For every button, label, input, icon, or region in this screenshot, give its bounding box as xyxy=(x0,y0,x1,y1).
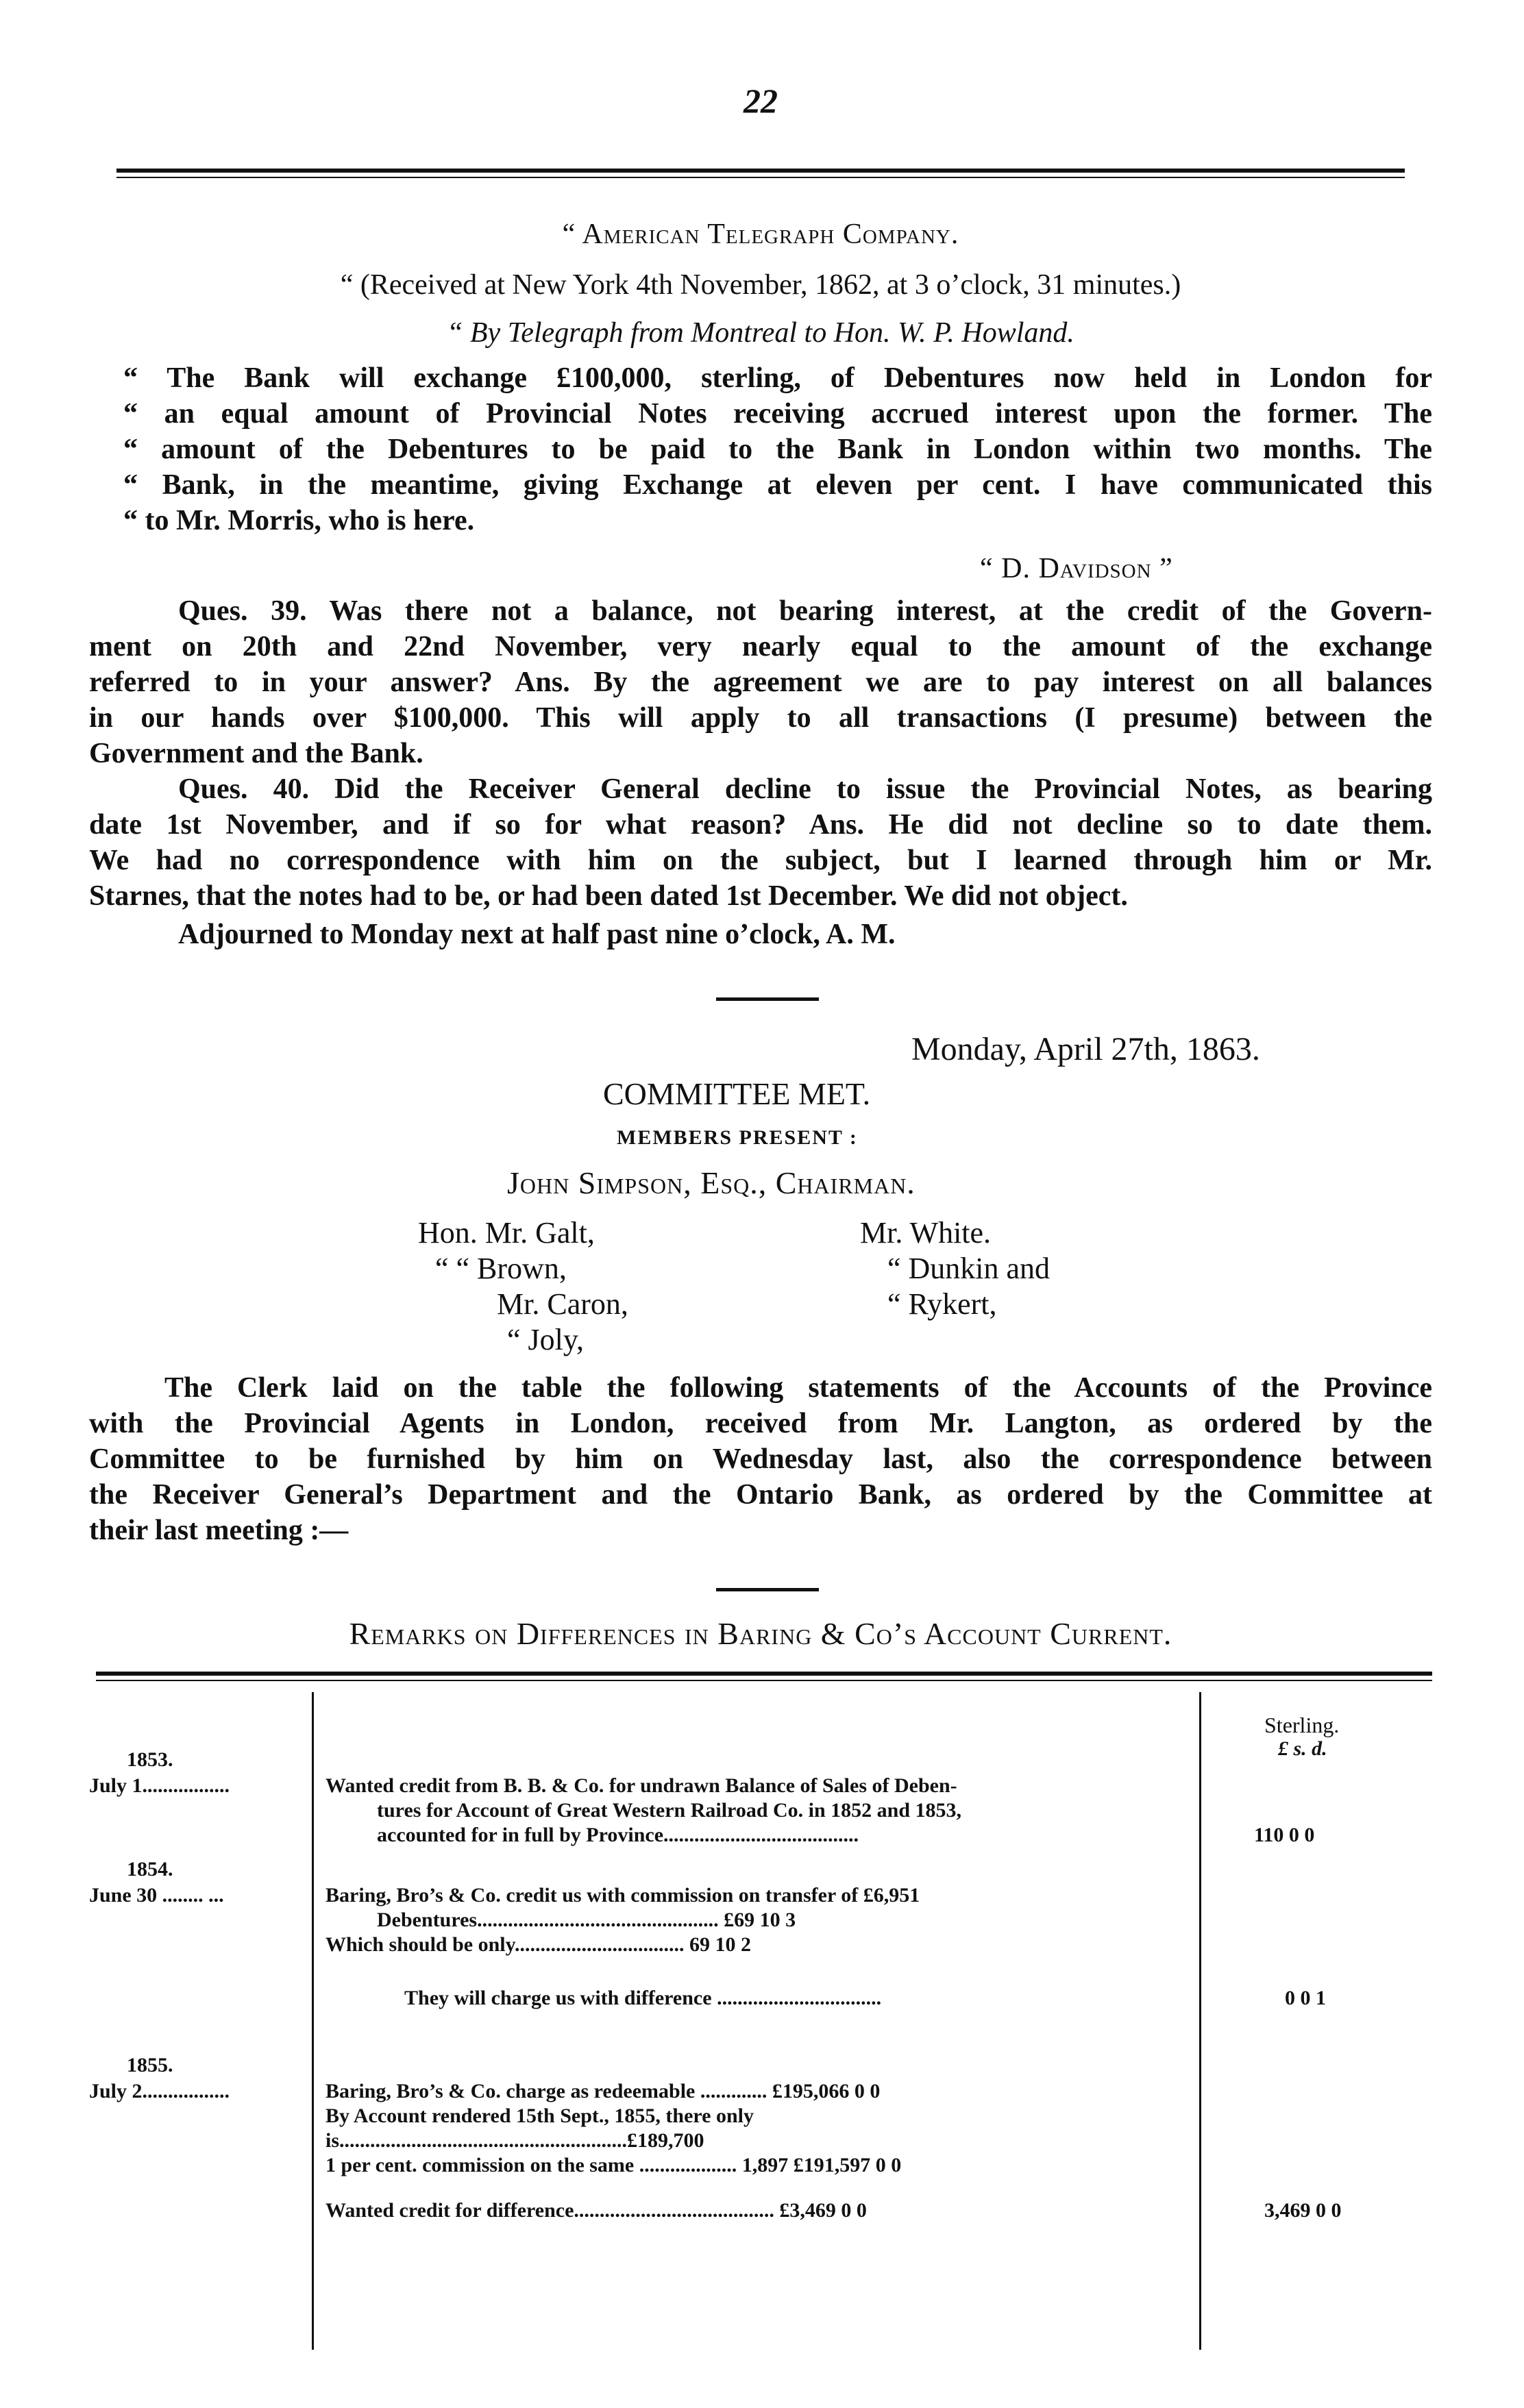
entry-amount: 110 0 0 xyxy=(1254,1824,1315,1846)
table-divider-left xyxy=(312,1692,314,2350)
telegram-line: “ to Mr. Morris, who is here. xyxy=(123,505,475,536)
lsd-header: £ s. d. xyxy=(1278,1737,1327,1760)
clerk-line: The Clerk laid on the table the following statements of the Accounts of the Province xyxy=(164,1372,1432,1404)
telegram-by: “ By Telegraph from Montreal to Hon. W. P. Howland. xyxy=(447,317,1074,349)
adjourned-line: Adjourned to Monday next at half past nine o’clock, A. M. xyxy=(178,919,896,950)
page-number: 22 xyxy=(743,82,778,120)
entry-line: is........................................................£189,700 xyxy=(325,2129,704,2152)
entry-line: Baring, Bro’s & Co. credit us with commission on transfer of £6,951 xyxy=(325,1884,920,1907)
entry-amount: 0 0 1 xyxy=(1285,1987,1326,2009)
document-page xyxy=(89,0,1432,2408)
chairman-line: John Simpson, Esq., Chairman. xyxy=(507,1165,915,1200)
telegram-line: “ amount of the Debentures to be paid to the Bank in London within two months. The xyxy=(123,434,1432,465)
committee-met: COMMITTEE MET. xyxy=(603,1076,871,1111)
clerk-line: the Receiver General’s Department and the Ontario Bank, as ordered by the Committee at xyxy=(89,1479,1432,1511)
member-joly: “ Joly, xyxy=(507,1323,585,1356)
clerk-line: their last meeting :— xyxy=(89,1515,349,1546)
q40-line: We had no correspondence with him on the subject, but I learned through him or Mr. xyxy=(89,845,1432,876)
q40-line: Starnes, that the notes had to be, or had been dated 1st December. We did not object. xyxy=(89,880,1128,912)
q39-line: ment on 20th and 22nd November, very nearly equal to the amount of the exchange xyxy=(89,631,1432,662)
entry-line: Debentures............................................... £69 10 3 xyxy=(377,1909,796,1931)
sterling-header: Sterling. xyxy=(1264,1713,1340,1737)
entry-line: accounted for in full by Province...................................... xyxy=(377,1824,859,1846)
q40-line: Ques. 40. Did the Receiver General decline to issue the Provincial Notes, as bearing xyxy=(178,773,1432,805)
entry-line: Wanted credit from B. B. & Co. for undrawn Balance of Sales of Deben- xyxy=(325,1774,957,1797)
clerk-paragraph xyxy=(89,1370,1432,1548)
telegram-company: “ American Telegraph Company. xyxy=(562,219,959,250)
entry-line: They will charge us with difference ................................ xyxy=(404,1987,882,2009)
section-rule xyxy=(716,997,819,1001)
q39-line: referred to in your answer? Ans. By the agreement we are to pay interest on all balances xyxy=(89,667,1432,698)
clerk-line: Committee to be furnished by him on Wednesday last, also the correspondence between xyxy=(89,1443,1432,1475)
entry-amount: 3,469 0 0 xyxy=(1264,2199,1342,2222)
remarks-title xyxy=(89,1615,1432,1652)
entry-line: By Account rendered 15th Sept., 1855, there only xyxy=(325,2105,754,2127)
header-rule xyxy=(116,169,1405,178)
entry-line: 1 per cent. commission on the same ................... 1,897 £191,597 0 0 xyxy=(325,2154,902,2176)
entry-date: July 1................. xyxy=(89,1774,230,1797)
date-line: Monday, April 27th, 1863. xyxy=(911,1031,1260,1067)
entry-year: 1854. xyxy=(127,1858,173,1881)
account-table xyxy=(89,1672,1432,2357)
entry-year: 1853. xyxy=(127,1748,173,1771)
q40-line: date 1st November, and if so for what reason? Ans. He did not decline so to date them. xyxy=(89,809,1432,841)
q39-line: Government and the Bank. xyxy=(89,738,423,769)
members-present: MEMBERS PRESENT : xyxy=(617,1126,858,1149)
member-caron: Mr. Caron, xyxy=(497,1287,628,1321)
q39-line: in our hands over $100,000. This will apply to all transactions (I presume) between the xyxy=(89,702,1432,734)
entry-line: Baring, Bro’s & Co. charge as redeemable ............. £195,066 0 0 xyxy=(325,2080,881,2102)
section-rule xyxy=(716,1588,819,1591)
q39-line: Ques. 39. Was there not a balance, not bearing interest, at the credit of the Govern- xyxy=(178,595,1432,627)
telegram-signature: “ D. Davidson ” xyxy=(980,553,1173,584)
clerk-line: with the Provincial Agents in London, received from Mr. Langton, as ordered by the xyxy=(89,1408,1432,1439)
entry-date: June 30 ........ ... xyxy=(89,1884,224,1907)
telegram-body xyxy=(123,360,1432,538)
entry-line: Wanted credit for difference....................................... £3,469 0 0 xyxy=(325,2199,867,2222)
question-39 xyxy=(89,593,1432,771)
table-divider-right xyxy=(1199,1692,1201,2350)
telegram-line: “ The Bank will exchange £100,000, sterling, of Debentures now held in London for xyxy=(123,362,1432,394)
telegram-line: “ an equal amount of Provincial Notes receiving accrued interest upon the former. The xyxy=(123,398,1432,430)
entry-year: 1855. xyxy=(127,2054,173,2076)
remarks-title-text: Remarks on Differences in Baring & Co’s Account Current. xyxy=(349,1616,1172,1651)
member-white: Mr. White. xyxy=(860,1216,992,1250)
member-dunkin: “ Dunkin and xyxy=(887,1252,1050,1285)
member-galt: Hon. Mr. Galt, xyxy=(418,1216,595,1250)
entry-line: Which should be only................................. 69 10 2 xyxy=(325,1933,751,1956)
member-rykert: “ Rykert, xyxy=(887,1287,997,1321)
telegram-line: “ Bank, in the meantime, giving Exchange at eleven per cent. I have communicated this xyxy=(123,469,1432,501)
entry-date: July 2................. xyxy=(89,2080,230,2102)
question-40 xyxy=(89,771,1432,914)
member-brown: “ “ Brown, xyxy=(435,1252,567,1285)
entry-line: tures for Account of Great Western Railroad Co. in 1852 and 1853, xyxy=(377,1799,962,1822)
telegram-received: “ (Received at New York 4th November, 1862, at 3 o’clock, 31 minutes.) xyxy=(340,269,1181,301)
